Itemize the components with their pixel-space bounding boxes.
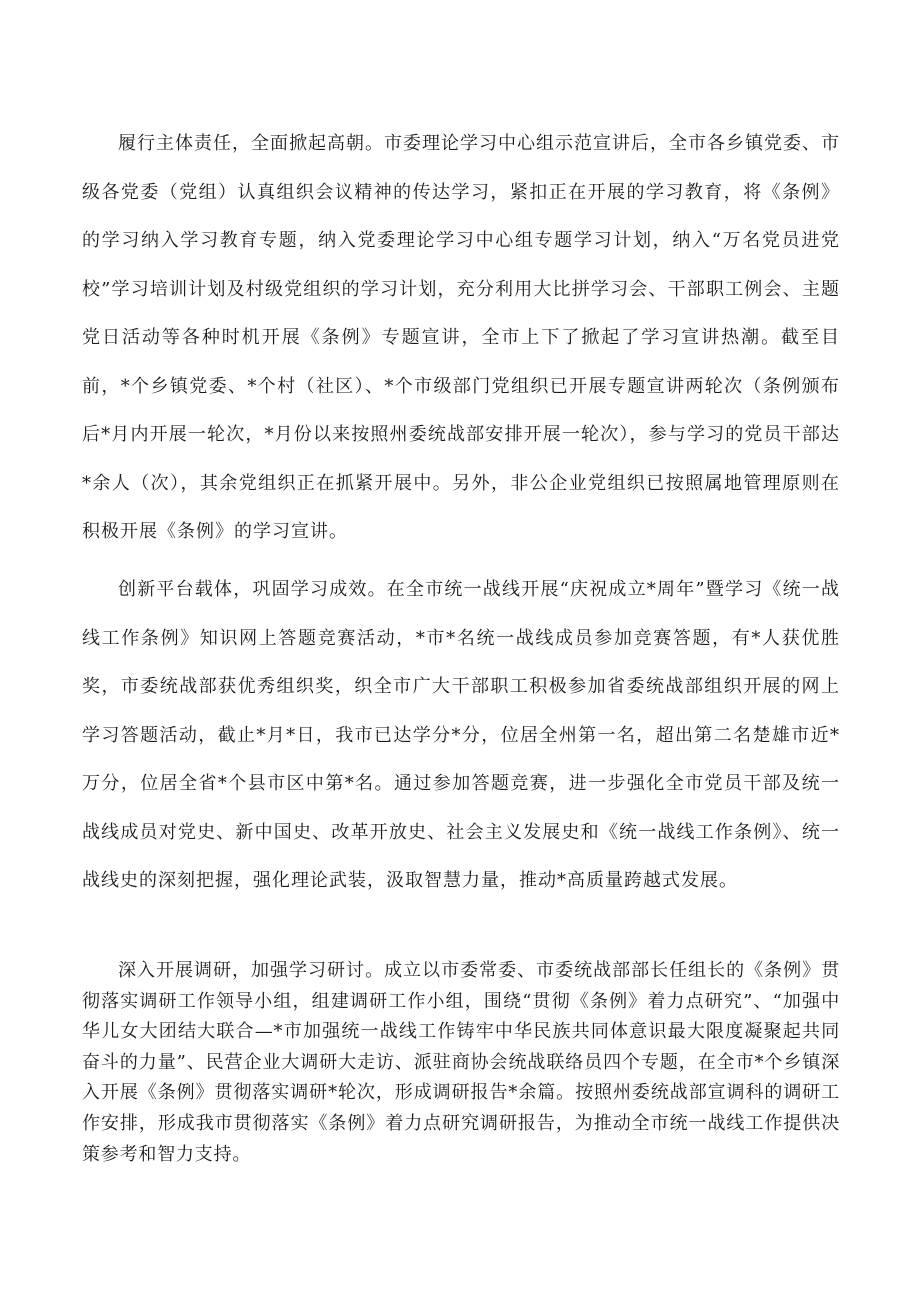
- paragraph-platform: 创新平台载体，巩固学习成效。在全市统一战线开展“庆祝成立*周年”暨学习《统一战线工作条例》知识网上答题竞赛活动，*市*名统一战线成员参加竞赛答题，有*人获优胜奖，市委统战部获优秀组织奖，织全市广大干部职工积极参加省委统战部组织开展的网上学习答题活动，截止*月*日，我市已达学分*分，位居全州第一名，超出第二名楚雄市近*万分，位居全省*个县市区中第*名。通过参加答题竞赛，进一步强化全市党员干部及统一战线成员对党史、新中国史、改革开放史、社会主义发展史和《统一战线工作条例》、统一战线史的深刻把握，强化理论武装，汲取智慧力量，推动*高质量跨越式发展。: [82, 579, 840, 891]
- paragraph-responsibility: 履行主体责任，全面掀起高朝。市委理论学习中心组示范宣讲后，全市各乡镇党委、市级各党委（党组）认真组织会议精神的传达学习，紧扣正在开展的学习教育，将《条例》的学习纳入学习教育专题，纳入党委理论学习中心组专题学习计划，纳入“万名党员进党校”学习培训计划及村级党组织的学习计划，充分利用大比拼学习会、干部职工例会、主题党日活动等各种时机开展《条例》专题宣讲，全市上下了掀起了学习宣讲热潮。截至目前，*个乡镇党委、*个村（社区）、*个市级部门党组织已开展专题宣讲两轮次（条例颁布后*月内开展一轮次，*月份以来按照州委统战部安排开展一轮次），参与学习的党员干部达*余人（次），其余党组织正在抓紧开展中。另外，非公企业党组织已按照属地管理原则在积极开展《条例》的学习宣讲。: [82, 133, 840, 542]
- paragraph-research: 深入开展调研，加强学习研讨。成立以市委常委、市委统战部部长任组长的《条例》贯彻落实调研工作领导小组，组建调研工作小组，围绕“贯彻《条例》着力点研究”、“加强中华儿女大团结大联合—*市加强统一战线工作铸牢中华民族共同体意识最大限度凝聚起共同奋斗的力量”、民营企业大调研大走访、派驻商协会统战联络员四个专题，在全市*个乡镇深入开展《条例》贯彻落实调研*轮次，形成调研报告*余篇。按照州委统战部宣调科的调研工作安排，形成我市贯彻落实《条例》着力点研究调研报告，为推动全市统一战线工作提供决策参考和智力支持。: [82, 960, 840, 1165]
